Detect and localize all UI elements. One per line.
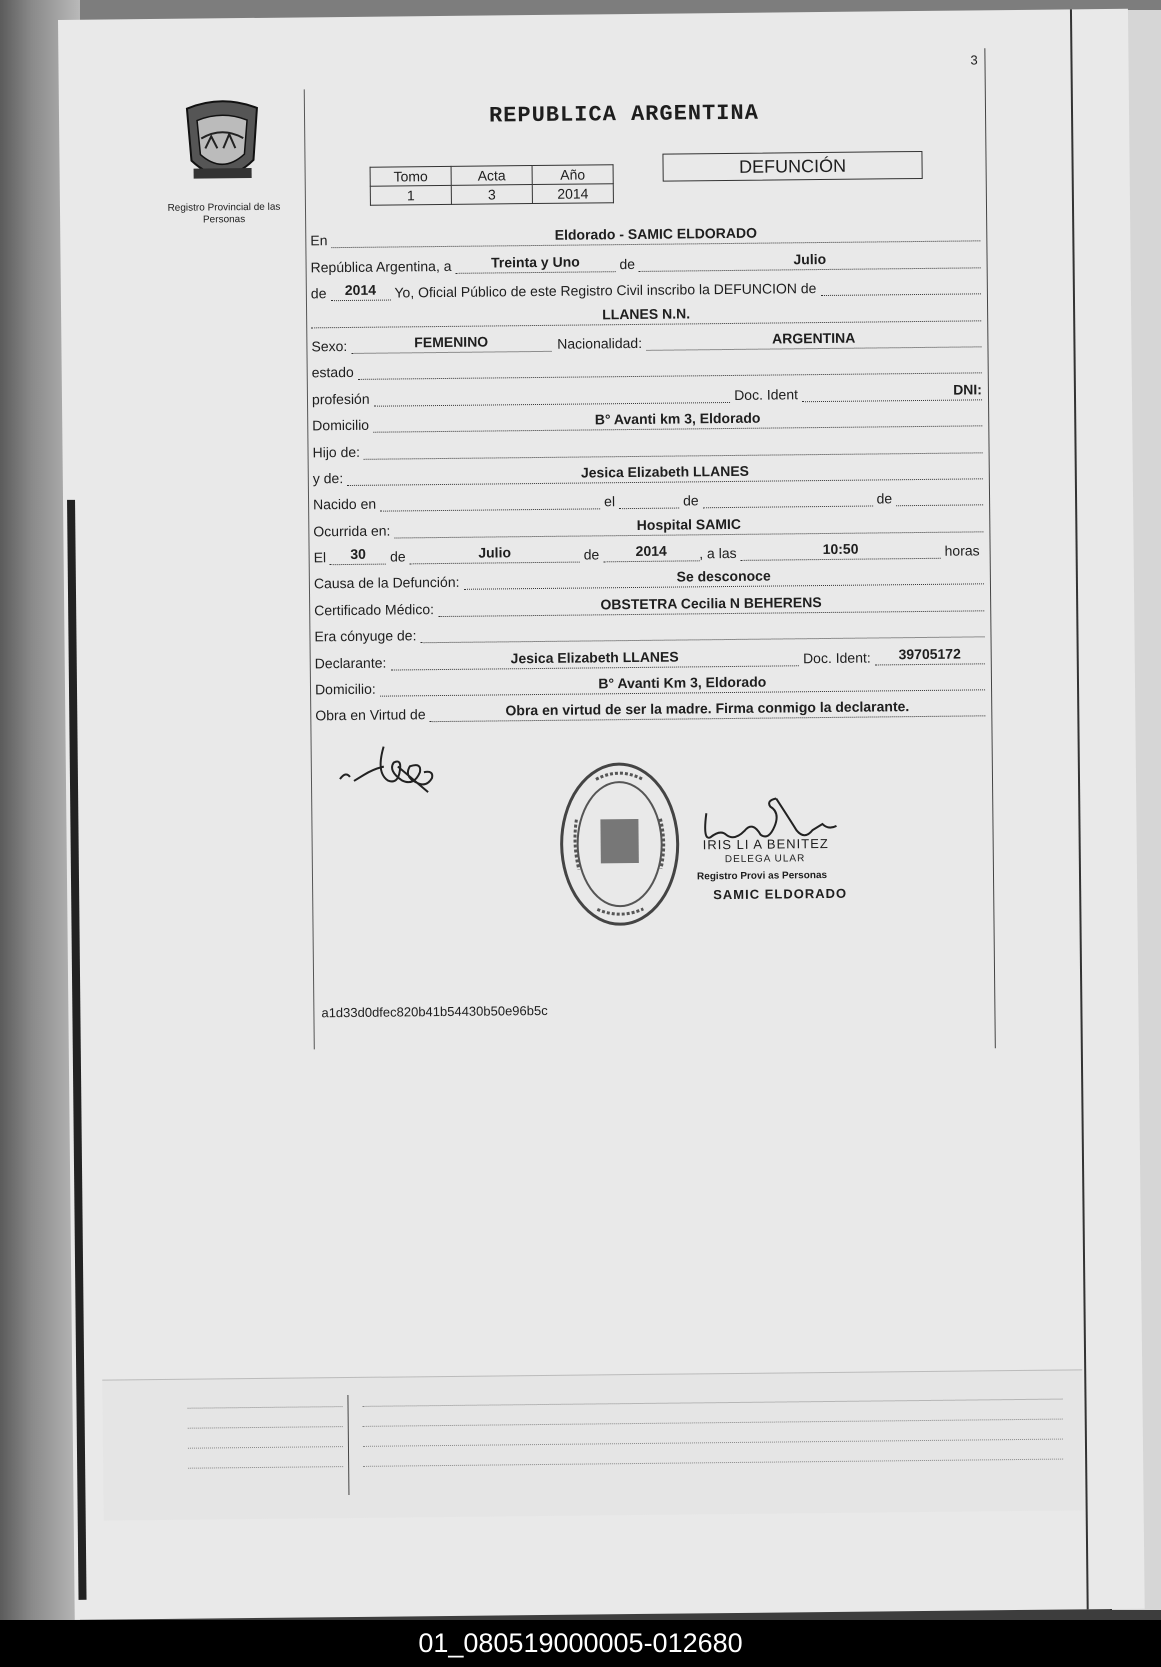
acta-value: 3 xyxy=(451,185,532,205)
official-org: Registro Provi as Personas xyxy=(696,869,828,883)
declarante-label: Declarante: xyxy=(314,654,387,671)
declarant-signature xyxy=(336,736,447,807)
inscribo-text: Yo, Oficial Público de este Registro Civil inscribo la DEFUNCION de xyxy=(394,280,817,301)
madre-value: Jesica Elizabeth LLANES xyxy=(347,460,983,486)
de-nac-anio-label: de xyxy=(876,490,893,507)
ocurrida-label: Ocurrida en: xyxy=(313,522,391,540)
register-table xyxy=(370,164,614,206)
fallec-mes-value: Julio xyxy=(410,544,580,565)
hora-value: 10:50 xyxy=(740,540,940,561)
official-seal xyxy=(556,759,684,930)
domicilio-label: Domicilio xyxy=(312,416,370,434)
document-page xyxy=(58,9,1145,1620)
deceased-name-value: LLANES N.N. xyxy=(311,302,981,328)
nacido-label: Nacido en xyxy=(313,495,377,513)
declarante-value: Jesica Elizabeth LLANES xyxy=(390,647,799,670)
de-fallec-anio-label: de xyxy=(583,546,600,563)
day-text-value: Treinta y Uno xyxy=(455,253,615,274)
scan-caption: 01_080519000005-012680 xyxy=(0,1620,1161,1667)
nacido-mes-value xyxy=(702,488,872,509)
document-hash: a1d33d0dfec820b41b54430b50e96b5c xyxy=(321,1002,548,1021)
year-value: 2014 xyxy=(330,282,390,302)
page-number: 3 xyxy=(970,52,978,68)
domicilio-value: B° Avanti km 3, Eldorado xyxy=(373,407,982,432)
conyuge-label: Era cónyuge de: xyxy=(314,627,417,645)
official-name: IRIS LI A BENITEZ xyxy=(702,835,829,853)
hijo-label: Hijo de: xyxy=(312,443,361,460)
tomo-value: 1 xyxy=(370,185,451,205)
sexo-label: Sexo: xyxy=(311,337,348,355)
a-las-label: , a las xyxy=(699,545,737,562)
y-de-label: y de: xyxy=(312,469,344,487)
causa-value: Se desconoce xyxy=(463,566,984,590)
domicilio2-label: Domicilio: xyxy=(314,680,376,698)
obra-value: Obra en virtud de ser la madre. Firma conmigo la declarante. xyxy=(429,698,985,723)
certificado-value: OBSTETRA Cecilia N BEHERENS xyxy=(438,592,984,617)
decl-doc-value: 39705172 xyxy=(875,645,985,665)
doc-ident-value: DNI: xyxy=(802,381,982,402)
provincia-crest-logo xyxy=(177,98,268,195)
nacionalidad-label: Nacionalidad: xyxy=(557,334,643,352)
de-fallec-mes-label: de xyxy=(390,548,406,565)
nacido-dia-value xyxy=(619,490,679,510)
official-place: SAMIC ELDORADO xyxy=(713,885,848,903)
blank-field xyxy=(820,276,981,297)
official-signature-block xyxy=(694,789,936,942)
sexo-value: FEMENINO xyxy=(351,333,551,354)
nacionalidad-value: ARGENTINA xyxy=(646,328,982,351)
anio-header: Año xyxy=(532,165,613,185)
place-value: Eldorado - SAMIC ELDORADO xyxy=(331,223,980,249)
death-certificate-form xyxy=(310,215,985,723)
de-nac-mes-label: de xyxy=(682,492,699,509)
acta-header: Acta xyxy=(451,166,532,186)
obra-label: Obra en Virtud de xyxy=(315,706,426,724)
document-type-box: DEFUNCIÓN xyxy=(662,151,922,182)
doc-ident-label: Doc. Ident xyxy=(734,386,799,403)
el-fecha-label: El xyxy=(313,549,327,566)
row-obra xyxy=(315,690,985,723)
el-label: el xyxy=(604,493,616,510)
profesion-label: profesión xyxy=(311,390,370,408)
fallec-dia-value: 30 xyxy=(330,546,386,566)
official-role: DELEGA ULAR xyxy=(724,853,806,866)
en-label: En xyxy=(310,232,328,249)
causa-label: Causa de la Defunción: xyxy=(313,574,460,592)
nacido-anio-value xyxy=(896,487,983,507)
de-year-label: de xyxy=(310,285,327,302)
nacido-lugar-value xyxy=(380,491,600,512)
certificado-label: Certificado Médico: xyxy=(314,600,435,619)
document-title: REPUBLICA ARGENTINA xyxy=(488,100,759,129)
fallec-anio-value: 2014 xyxy=(603,542,699,562)
tomo-header: Tomo xyxy=(370,166,451,186)
ocurrida-value: Hospital SAMIC xyxy=(394,513,983,538)
month-value: Julio xyxy=(639,249,981,272)
republica-label: República Argentina, a xyxy=(310,257,452,276)
anio-value: 2014 xyxy=(532,184,613,204)
footer-notes-area xyxy=(102,1369,1083,1520)
de-label: de xyxy=(619,255,636,272)
registro-provincial-label: Registro Provincial de las Personas xyxy=(167,201,281,226)
page-number-rule xyxy=(984,48,995,1048)
horas-label: horas xyxy=(944,542,980,559)
domicilio2-value: B° Avanti Km 3, Eldorado xyxy=(380,671,985,696)
estado-label: estado xyxy=(311,364,354,381)
decl-doc-label: Doc. Ident: xyxy=(802,649,871,666)
